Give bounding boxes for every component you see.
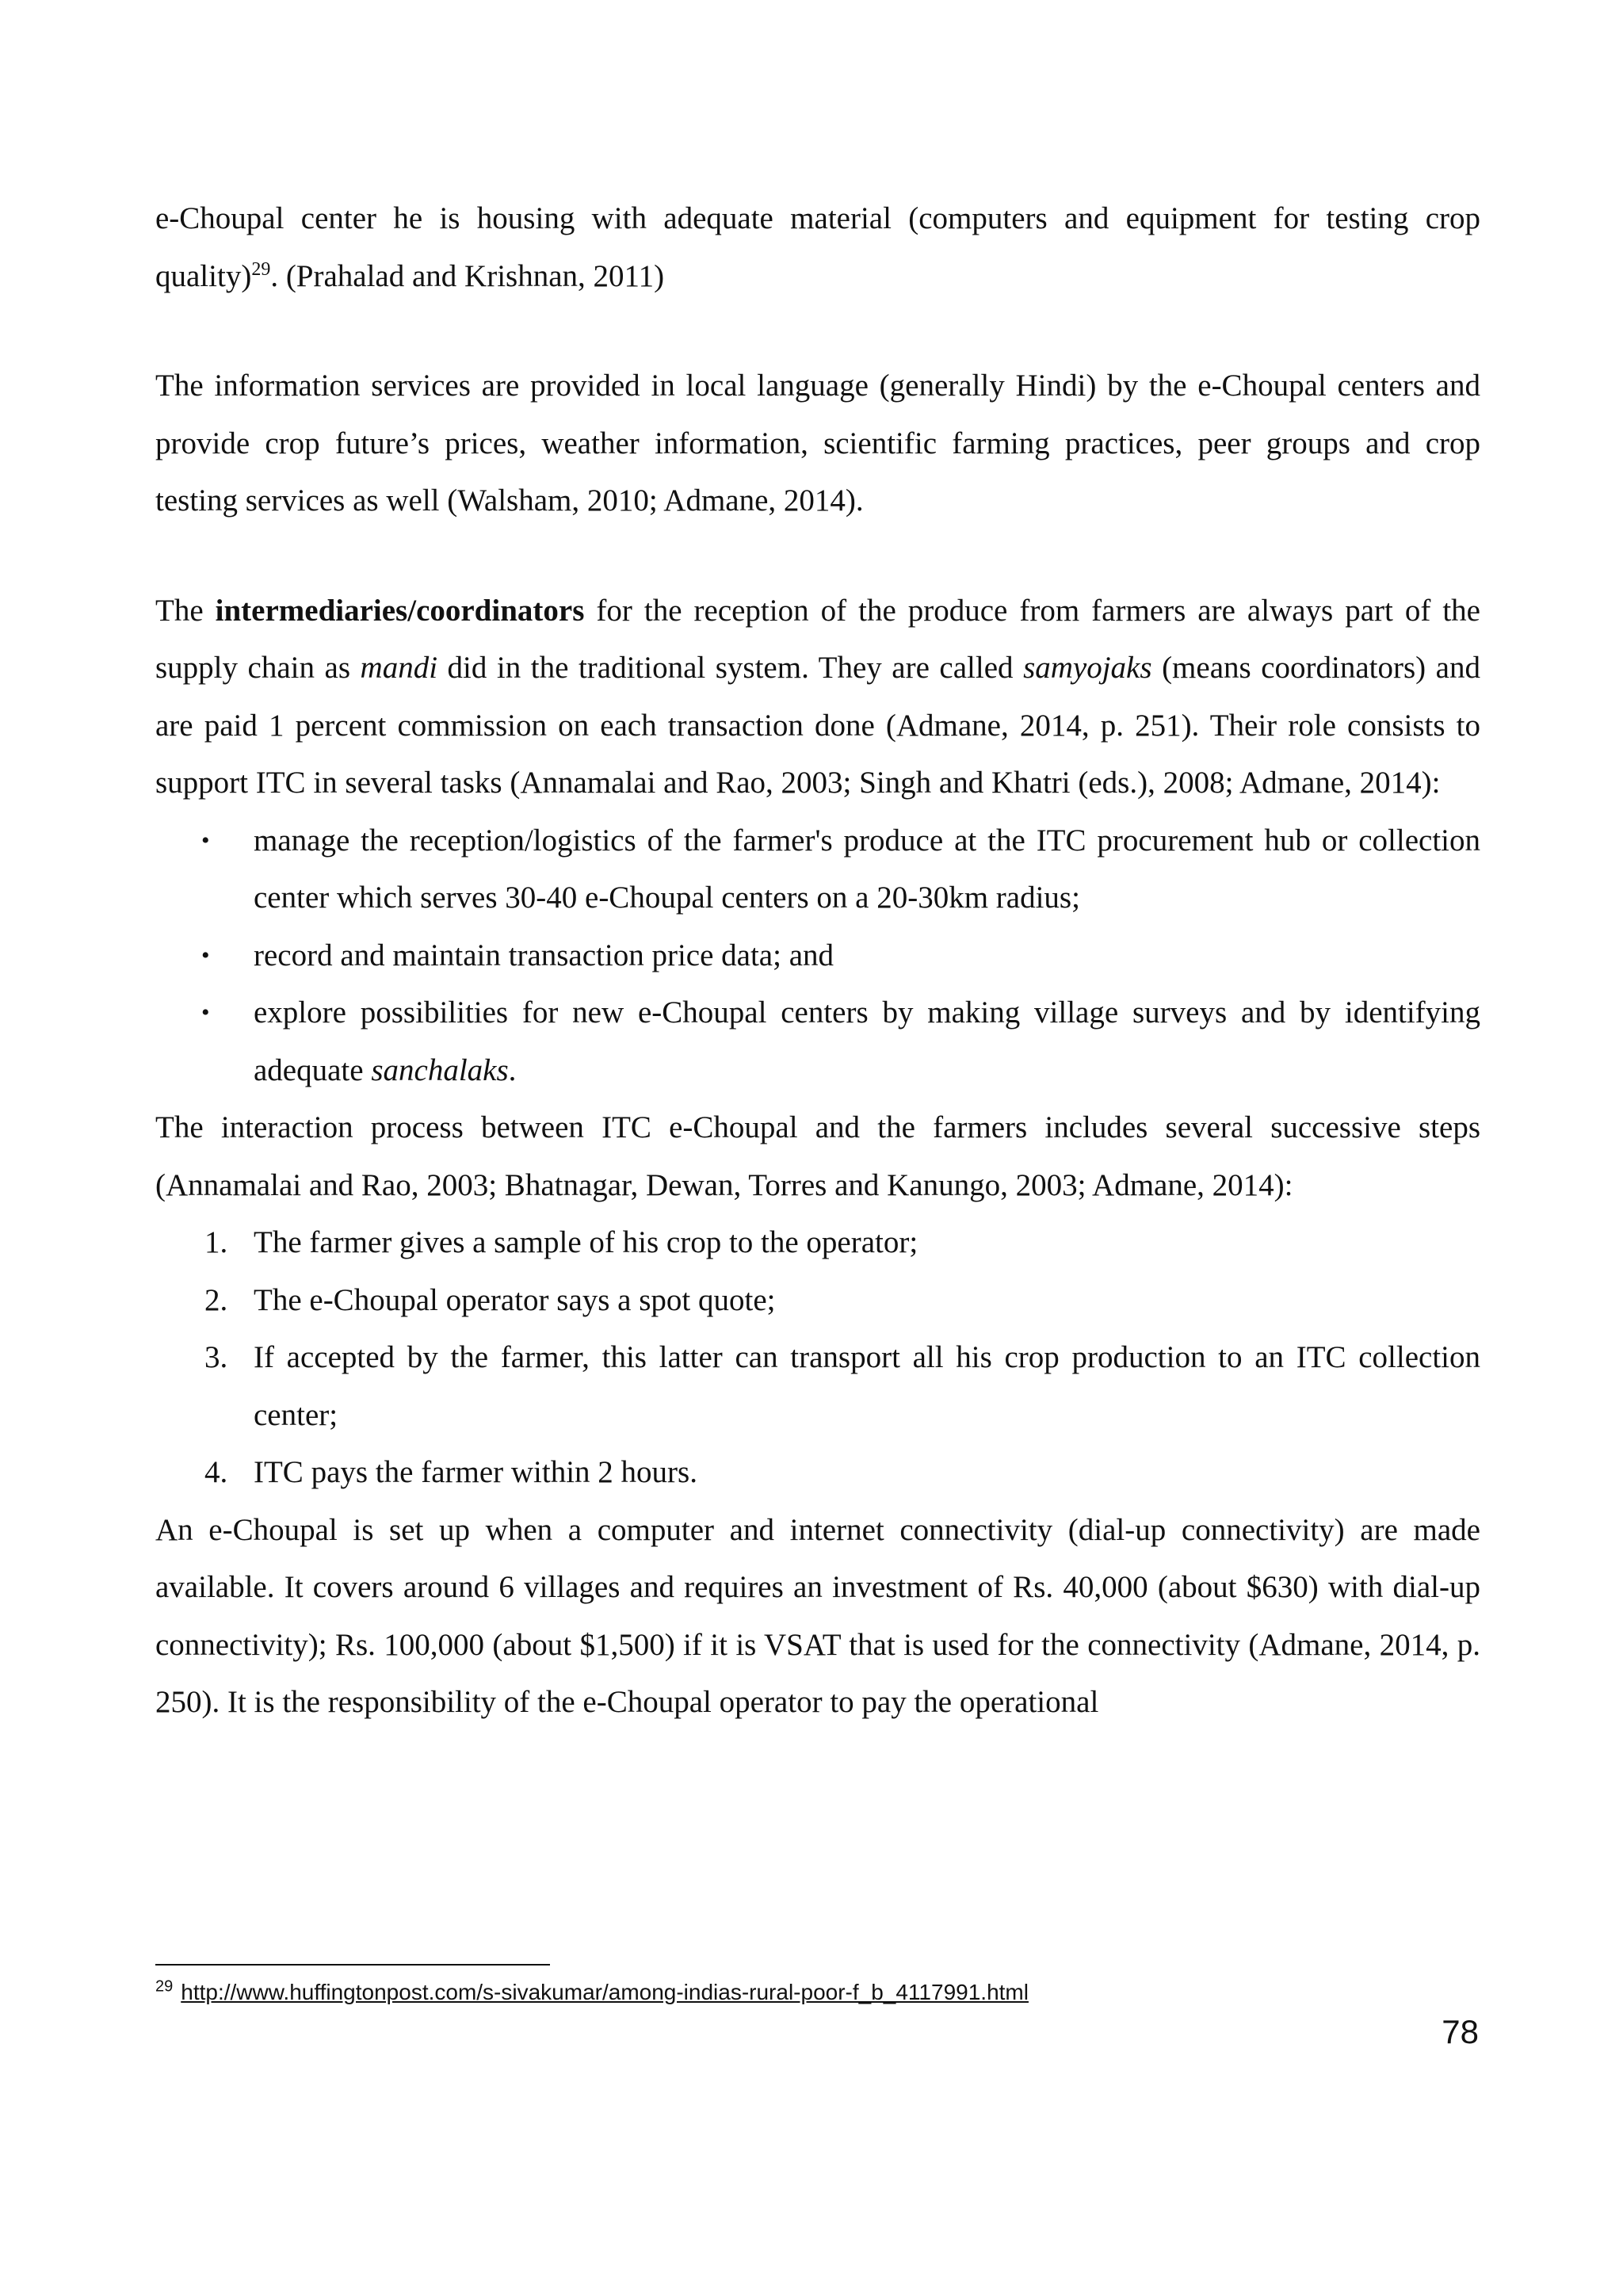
footnote-divider: [155, 1964, 550, 1966]
paragraph-interaction-process: The interaction process between ITC e-Choupal and the farmers includes several successive steps (Annamalai and Rao, 2003; Bhatnagar, Dewan, Torres and Kanungo, 2003; Admane, 2014):: [155, 1110, 1480, 1202]
bold-term-intermediaries: intermediaries/coordinators: [215, 593, 585, 628]
bullet-icon: •: [201, 827, 210, 854]
italic-term-sanchalaks: sanchalaks: [371, 1052, 509, 1087]
step-number: 4.: [204, 1455, 228, 1489]
list-item: 2. The e-Choupal operator says a spot quote;: [155, 1272, 1480, 1330]
list-item: • explore possibilities for new e-Choupal centers by making village surveys and by identifying adequate sanchalaks.: [155, 984, 1480, 1099]
step-number: 2.: [204, 1282, 228, 1317]
list-item: • record and maintain transaction price data; and: [155, 927, 1480, 985]
step-number: 3.: [204, 1340, 228, 1374]
footnote-number: 29: [155, 1977, 174, 1996]
paragraph-setup-cost: An e-Choupal is set up when a computer and internet connectivity (dial-up connectivity) are made available. It covers around 6 villages and requires an investment of Rs. 40,000 (about $630) with dial-up connectivity); Rs. 100,000 (about $1,500) if it is VSAT that is used for the connectivity (Admane, 2014, p. 250). It is the responsibility of the e-Choupal operator to pay the operational: [155, 1512, 1480, 1719]
list-item: • manage the reception/logistics of the farmer's produce at the ITC procurement hub or collection center which serves 30-40 e-Choupal centers on a 20-30km radius;: [155, 812, 1480, 927]
paragraph-information-services: The information services are provided in local language (generally Hindi) by the e-Choupal centers and provide crop future’s prices, weather information, scientific farming practices, peer groups and crop testing services as well (Walsham, 2010; Admane, 2014).: [155, 369, 1480, 518]
paragraph-intro: e-Choupal center he is housing with adequate material (computers and equipment for testing crop quality)$^{29}$. (Prahalad and Krishnan, 2011): [155, 201, 1480, 293]
list-item: 1. The farmer gives a sample of his crop to the operator;: [155, 1214, 1480, 1272]
numbered-list-steps: [155, 1214, 1480, 1502]
bullet-icon: •: [201, 999, 210, 1026]
list-item: 3. If accepted by the farmer, this latter can transport all his crop production to an ITC collection center;: [155, 1329, 1480, 1444]
italic-term-mandi: mandi: [360, 651, 438, 685]
bullet-list-tasks: [155, 812, 1480, 1100]
italic-term-samyojaks: samyojaks: [1023, 651, 1152, 685]
paragraph-intermediaries: The intermediaries/coordinators for the reception of the produce from farmers are always part of the supply chain as mandi did in the traditional system. They are called samyojaks (means coordinators) and are paid 1 percent commission on each transaction done (Admane, 2014, p. 251). Their role consists to support ITC in several tasks (Annamalai and Rao, 2003; Singh and Khatri (eds.), 2008; Admane, 2014):: [155, 593, 1480, 800]
footnote-link[interactable]: http://www.huffingtonpost.com/s-sivakumar/among-indias-rural-poor-f_b_4117991.html: [181, 1980, 1029, 2004]
bullet-icon: •: [201, 942, 210, 968]
footnote: [155, 1977, 1029, 2005]
step-number: 1.: [204, 1225, 228, 1259]
page-body: [155, 190, 1480, 1732]
page-number: 78: [1442, 2013, 1479, 2050]
list-item: 4. ITC pays the farmer within 2 hours.: [155, 1444, 1480, 1502]
footnote-reference[interactable]: 29: [251, 258, 271, 280]
